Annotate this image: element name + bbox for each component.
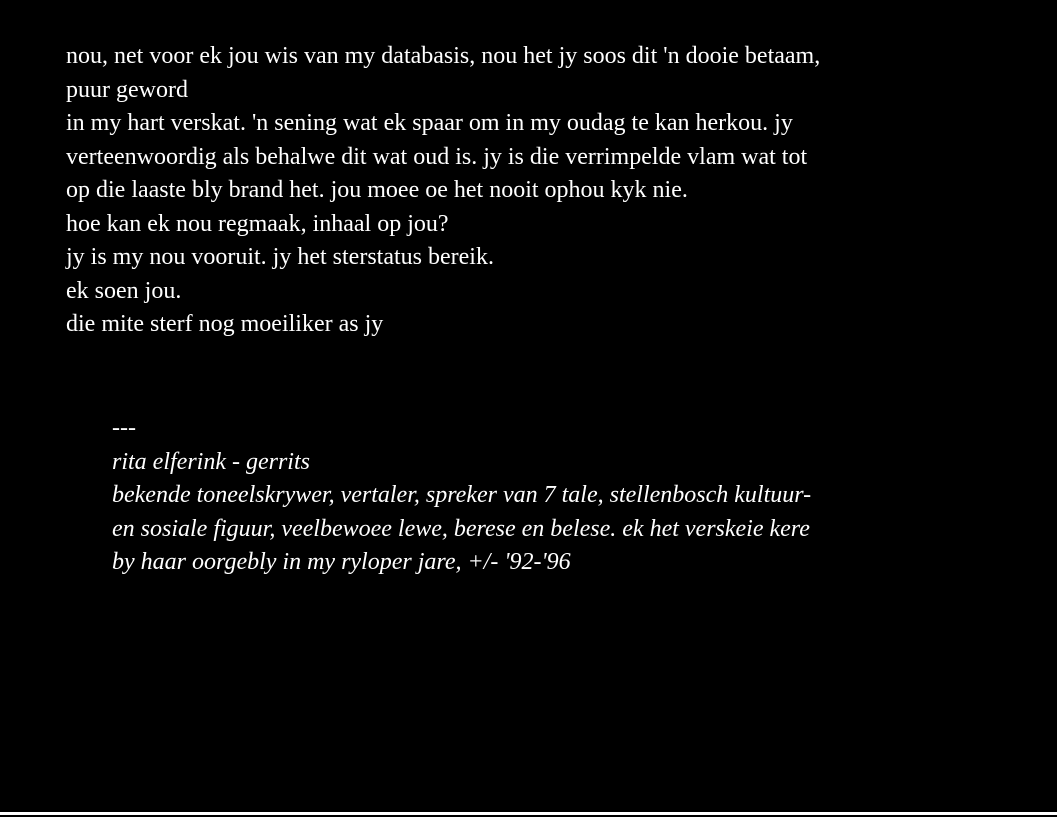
author-description-line: by haar oorgebly in my ryloper jare, +/- '92-'96 [112, 549, 571, 575]
poem-line: in my hart verskat. 'n sening wat ek spaar om in my oudag te kan herkou. jy [66, 110, 793, 136]
poem-line: puur geword [66, 76, 188, 103]
poem-line: die mite sterf nog moeiliker as jy [66, 311, 384, 337]
author-note [112, 412, 1032, 580]
poem-line: op die laaste bly brand het. jou moee oe het nooit ophou kyk nie. [66, 177, 688, 203]
note-separator: --- [112, 415, 136, 441]
poem-line: nou, net voor ek jou wis van my databasis, nou het jy soos dit 'n dooie betaam, [66, 43, 821, 69]
poem-text [66, 40, 1026, 342]
poem-line: verteenwoordig als behalwe dit wat oud is. jy is die verrimpelde vlam wat tot [66, 143, 808, 170]
author-name: rita elferink - gerrits [112, 448, 310, 475]
bottom-divider [0, 812, 1057, 815]
poem-line: hoe kan ek nou regmaak, inhaal op jou? [66, 210, 449, 237]
author-description-line: bekende toneelskrywer, vertaler, spreker van 7 tale, stellenbosch kultuur- [112, 482, 812, 508]
poem-line: jy is my nou vooruit. jy het sterstatus bereik. [66, 244, 494, 270]
author-description-line: en sosiale figuur, veelbewoee lewe, berese en belese. ek het verskeie kere [112, 515, 810, 542]
poem-line: ek soen jou. [66, 277, 182, 304]
